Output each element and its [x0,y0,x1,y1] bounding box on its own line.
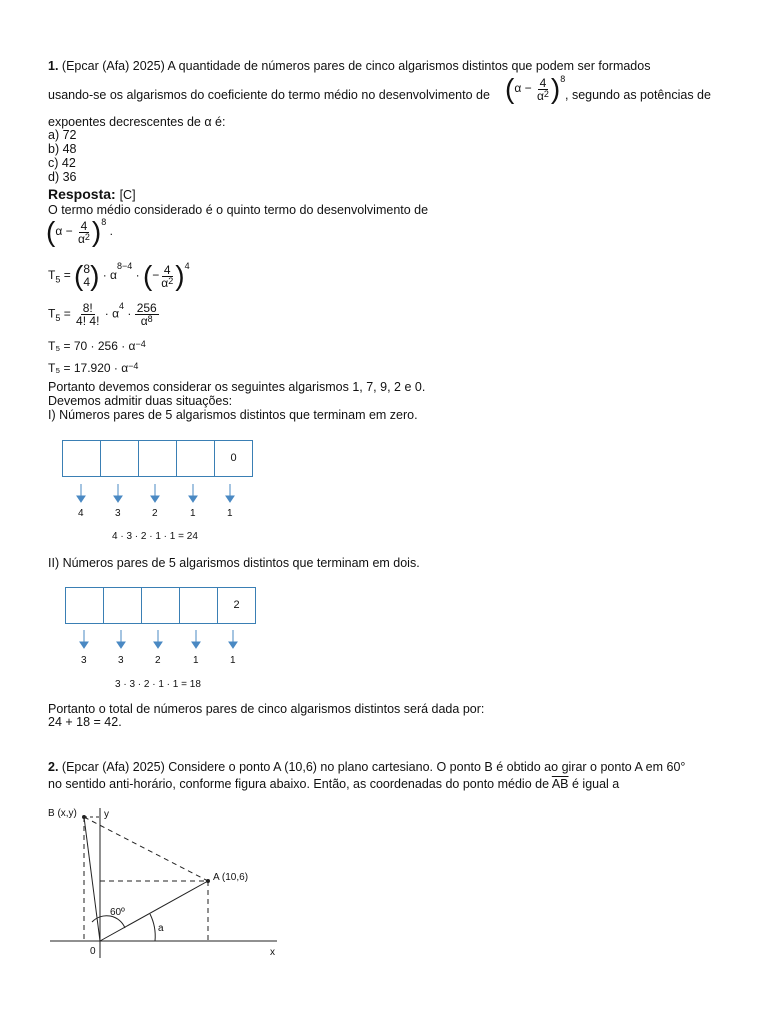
t5-line4: $T_5 = 17.920 \cdot \alpha^{-4}$ [48,361,139,375]
t5-line3: $T_5 = 70 \cdot 256 \cdot \alpha^{-4}$ [48,339,146,353]
q1-text3: expoentes decrescentes de α é: [48,115,226,129]
q1-option-c: c) 42 [48,156,76,170]
case1-arrows [62,482,252,504]
arrow-head-icon [226,496,234,502]
q1-explanation1: O termo médio considerado é o quinto termo do desenvolvimento de [48,203,429,217]
arrow-head-icon [114,496,122,502]
case1-boxes [62,440,253,477]
case1-box [63,441,101,476]
t5-line1: $T_5$ = ( 8 4 ) · $\alpha^{8-4}$ · (− $\frac{4}{\alpha^2}$ )$^4$ [48,260,190,291]
label-y: y [104,809,109,820]
segment-ab-dashed [84,817,208,881]
q2-text2a: no sentido anti-horário, conforme figura abaixo. Então, as coordenadas do ponto médio de [48,777,550,791]
q1-text2-main: usando-se os algarismos do coeficiente do termo médio no desenvolvimento de [48,88,490,102]
case1-count: 1 [227,508,233,519]
case2-arrows [65,628,255,650]
case1-box: 0 [230,452,237,464]
q2-text1: Considere o ponto A (10,6) no plano cartesiano. O ponto B é obtido ao girar o ponto A em 60° [168,760,686,774]
t5-line4-text: T₅ = 17.920 · α [48,361,129,375]
q1-option-a: a) 72 [48,128,77,142]
q2-header [48,761,685,774]
arrow-head-icon [77,496,85,502]
rotation-figure [45,800,285,965]
label-x: x [270,947,275,958]
case2-count: 1 [230,655,236,666]
case1-product: 4 · 3 · 2 · 1 · 1 = 24 [112,531,198,542]
q1-source: (Epcar (Afa) 2025) [61,59,165,73]
case2-box [142,588,180,623]
label-a-point: A (10,6) [213,872,249,883]
t5-line3-text: T₅ = 70 · 256 · α [48,339,136,353]
q1-digits: Portanto devemos considerar os seguintes algarismos 1, 7, 9, 2 e 0. [48,380,426,394]
arrow-head-icon [80,642,88,648]
q1-expr-repeat: (α − $\frac{4}{\alpha^2}$ )$^8$ . [46,216,113,247]
case2-count: 1 [193,655,199,666]
q1-header [48,60,650,73]
case2-count: 3 [118,655,124,666]
q1-answer [48,186,136,203]
arrow-head-icon [189,496,197,502]
case1-box [139,441,177,476]
case2-count: 2 [155,655,161,666]
q2-source: (Epcar (Afa) 2025) [61,760,165,774]
q1-case2: II) Números pares de 5 algarismos distintos que terminam em dois. [48,556,420,570]
q2-number: 2. [48,760,59,774]
q1-case1: I) Números pares de 5 algarismos distintos que terminam em zero. [48,408,418,422]
case2-box [104,588,142,623]
q1-two-cases: Devemos admitir duas situações: [48,394,233,408]
q1-number: 1. [48,59,59,73]
case2-box: 2 [233,599,240,611]
label-origin: 0 [90,946,96,957]
q1-option-d: d) 36 [48,170,77,184]
q1-option-b: b) 48 [48,142,77,156]
arc-a-icon [150,914,155,941]
label-60: 60º [110,907,125,918]
point-b [82,815,86,819]
case1-count: 4 [78,508,84,519]
case2-count: 3 [81,655,87,666]
case2-product: 3 · 3 · 2 · 1 · 1 = 18 [115,679,201,690]
q2-text2b: é igual a [572,777,620,791]
arrow-head-icon [117,642,125,648]
label-a-angle: a [158,923,164,934]
q1-text2b: , segundo as potências de [565,88,711,102]
arrow-head-icon [151,496,159,502]
q1-total1: Portanto o total de números pares de cinco algarismos distintos será dada por: [48,702,485,716]
segment-ab: $\overline{AB}$ [551,777,569,791]
segment-ob [84,817,100,941]
t5-line2: $T_5$ = $\frac{8!}{4! 4!}$ · $\alpha^4$ · $\frac{256}{\alpha^8}$ [48,301,157,328]
q1-binomial-expr: (α − $\frac{4}{\alpha^2}$ )$^8$ [505,73,566,104]
case1-box [177,441,215,476]
case1-count: 2 [152,508,158,519]
q1-text2 [48,89,490,102]
arrow-head-icon [154,642,162,648]
q1-total2: 24 + 18 = 42. [48,715,122,729]
answer-value: [C] [119,188,136,202]
case2-box [180,588,218,623]
label-b: B (x,y) [48,808,77,819]
arrow-head-icon [229,642,237,648]
case2-boxes [65,587,256,624]
point-a [206,879,210,883]
q1-text1: A quantidade de números pares de cinco algarismos distintos que podem ser formados [167,59,651,73]
q2-text2 [48,778,619,791]
answer-label: Resposta: [48,186,116,202]
case1-count: 3 [115,508,121,519]
case1-box [101,441,139,476]
arrow-head-icon [192,642,200,648]
case1-count: 1 [190,508,196,519]
case2-box [66,588,104,623]
